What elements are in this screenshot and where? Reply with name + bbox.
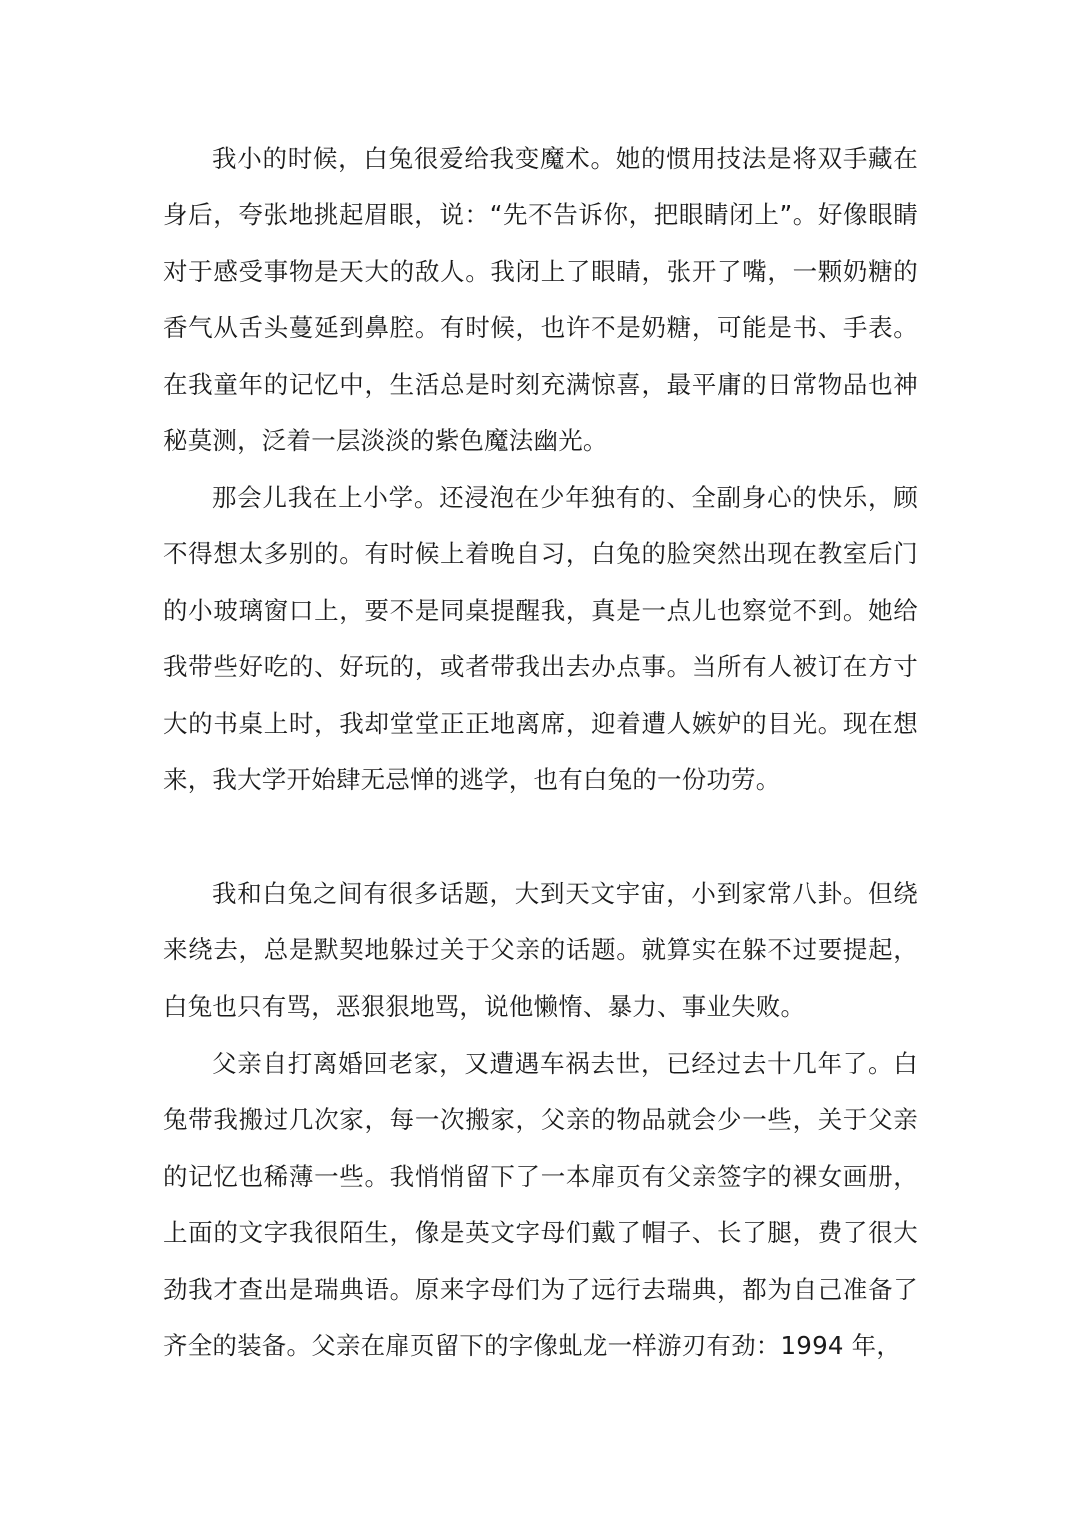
paragraph-3: 我和白兔之间有很多话题，大到天文宇宙，小到家常八卦。但绕来绕去，总是默契地躲过关于父亲的话题。就算实在躲不过要提起，白兔也只有骂，恶狠狠地骂，说他懒惰、暴力、事业失败。 xyxy=(163,879,918,1021)
paragraph-1: 我小的时候，白兔很爱给我变魔术。她的惯用技法是将双手藏在身后，夸张地挑起眉眼，说：“先不告诉你，把眼睛闭上”。好像眼睛对于感受事物是天大的敌人。我闭上了眼睛，张开了嘴，一颗奶糖的香气从舌头蔓延到鼻腔。有时候，也许不是奶糖，可能是书、手表。在我童年的记忆中，生活总是时刻充满惊喜，最平庸的日常物品也神秘莫测，泛着一层淡淡的紫色魔法幽光。 xyxy=(163,144,918,456)
paragraph-4: 父亲自打离婚回老家，又遭遇车祸去世，已经过去十几年了。白兔带我搬过几次家，每一次搬家，父亲的物品就会少一些，关于父亲的记忆也稀薄一些。我悄悄留下了一本扉页有父亲签字的裸女画册，上面的文字我很陌生，像是英文字母们戴了帽子、长了腿，费了很大劲我才查出是瑞典语。原来字母们为了远行去瑞典，都为自己准备了齐全的装备。父亲在扉页留下的字像虬龙一样游刃有劲：1994 年， xyxy=(163,1049,918,1361)
paragraph-2-block xyxy=(163,470,918,808)
paragraph-3-block xyxy=(163,866,918,1035)
paragraph-2: 那会儿我在上小学。还浸泡在少年独有的、全副身心的快乐，顾不得想太多别的。有时候上着晚自习，白兔的脸突然出现在教室后门的小玻璃窗口上，要不是同桌提醒我，真是一点儿也察觉不到。她给我带些好吃的、好玩的，或者带我出去办点事。当所有人被订在方寸大的书桌上时，我却堂堂正正地离席，迎着遭人嫉妒的目光。现在想来，我大学开始肆无忌惮的逃学，也有白兔的一份功劳。 xyxy=(163,483,918,795)
paragraph-1-block xyxy=(163,131,918,469)
paragraph-4-block xyxy=(163,1036,918,1374)
